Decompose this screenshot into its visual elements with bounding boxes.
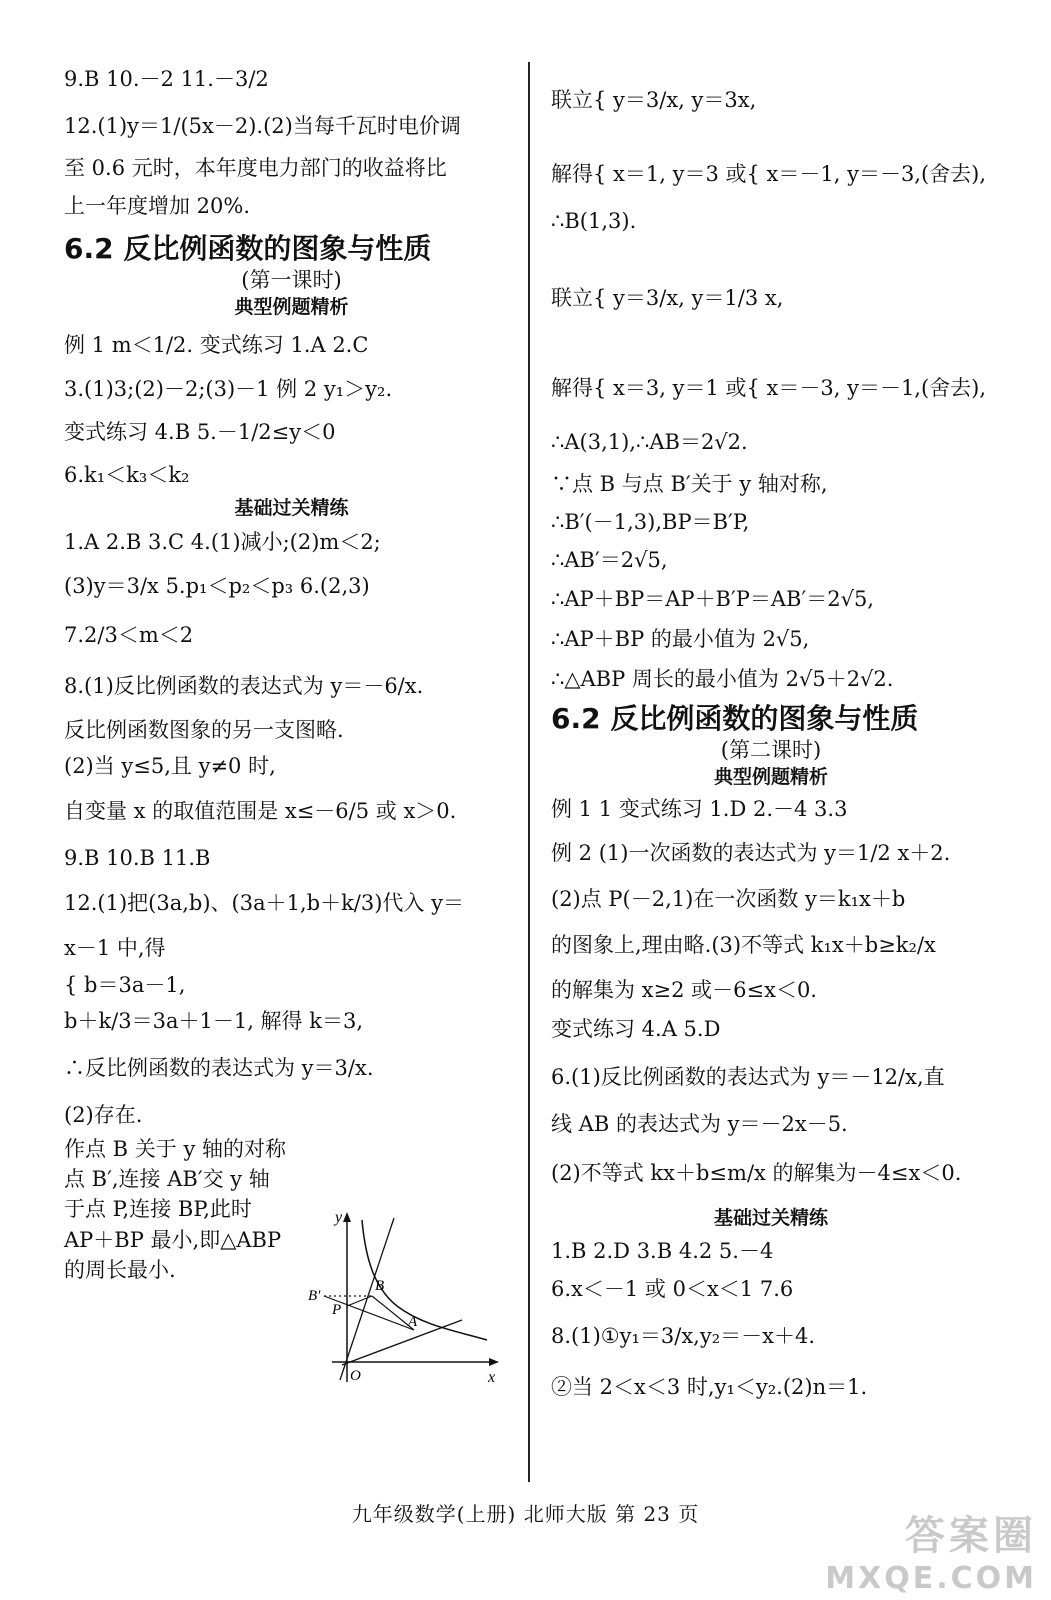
text-line: ∴反比例函数的表达式为 y＝3/x. — [64, 1055, 374, 1080]
text-line: 9.B 10.B 11.B — [64, 845, 211, 870]
segment-p-b — [347, 1296, 372, 1306]
point-a-label: A — [408, 1314, 418, 1330]
point-b-prime-label: B′ — [308, 1288, 321, 1304]
watermark-url: MXQE.COM — [825, 1561, 1037, 1596]
text-line: ∴B(1,3). — [551, 209, 637, 233]
text-line: (2)当 y≤5,且 y≠0 时, — [64, 753, 276, 778]
origin-label: O — [350, 1368, 361, 1384]
watermark-logo — [825, 1504, 1037, 1596]
heading-practice: 基础过关精练 — [234, 496, 349, 519]
text-line: (2)点 P(－2,1)在一次函数 y＝k₁x＋b — [551, 886, 906, 911]
text-line: { b＝3a－1, — [64, 972, 186, 997]
explanation-paragraph: 作点 B 关于 y 轴的对称点 B′,连接 AB′交 y 轴于点 P,连接 BP,此时 AP＋BP 最小,即△ABP 的周长最小. — [64, 1136, 286, 1283]
left-top-answers — [64, 55, 519, 225]
text-line: ∴AP＋BP＝AP＋B′P＝AB′＝2√5, — [551, 587, 874, 611]
right-examples — [551, 791, 991, 1203]
left-practice — [64, 522, 519, 1134]
section-title: 6.2 反比例函数的图象与性质 — [64, 232, 432, 265]
text-line: 线 AB 的表达式为 y＝－2x－5. — [551, 1111, 848, 1136]
heading-examples: 典型例题精析 — [234, 296, 349, 319]
text-line: ∴△ABP 周长的最小值为 2√5＋2√2. — [551, 667, 894, 691]
text-line: 例 1 m＜1/2. 变式练习 1.A 2.C — [64, 332, 369, 357]
text-line: x－1 中,得 — [64, 935, 166, 960]
text-line: 反比例函数图象的另一支图略. — [64, 717, 344, 742]
y-axis-arrow — [343, 1212, 351, 1222]
text-line: 解得{ x＝1, y＝3 或{ x＝－1, y＝－3,(舍去), — [551, 162, 987, 186]
text-line: ②当 2＜x＜3 时,y₁＜y₂.(2)n＝1. — [551, 1374, 868, 1399]
text-line: 1.A 2.B 3.C 4.(1)减小;(2)m＜2; — [64, 529, 381, 554]
watermark-title: 答案圈 — [905, 1513, 1037, 1559]
text-line: 9.B 10.－2 11.－3/2 — [64, 67, 269, 91]
text-line: 7.2/3＜m＜2 — [64, 622, 194, 647]
text-line: 1.B 2.D 3.B 4.2 5.－4 — [551, 1238, 774, 1263]
text-line: 解得{ x＝3, y＝1 或{ x＝－3, y＝－1,(舍去), — [551, 376, 987, 400]
text-line: ∵点 B 与点 B′关于 y 轴对称, — [551, 472, 828, 496]
text-line: 的图象上,理由略.(3)不等式 k₁x＋b≥k₂/x — [551, 932, 936, 957]
right-top-work — [551, 55, 991, 699]
text-line: 12.(1)y＝1/(5x－2).(2)当每千瓦时电价调 — [64, 114, 461, 138]
function-graph — [302, 1210, 502, 1385]
text-line: 联立{ y＝3/x, y＝3x, — [551, 88, 757, 112]
y-axis-label: y — [335, 1210, 343, 1226]
left-examples — [64, 321, 519, 495]
text-line: 6.(1)反比例函数的表达式为 y＝－12/x,直 — [551, 1064, 945, 1089]
text-line: 6.x＜－1 或 0＜x＜1 7.6 — [551, 1276, 794, 1301]
heading-practice: 基础过关精练 — [713, 1206, 828, 1229]
text-line: 变式练习 4.A 5.D — [551, 1016, 721, 1041]
text-line: 的解集为 x≥2 或－6≤x＜0. — [551, 977, 817, 1002]
section-title: 6.2 反比例函数的图象与性质 — [551, 702, 919, 735]
point-b-label: B — [375, 1278, 385, 1294]
point-p-label: P — [332, 1302, 342, 1318]
text-line: ∴AB′＝2√5, — [551, 548, 668, 572]
text-line: 8.(1)反比例函数的表达式为 y＝－6/x. — [64, 673, 424, 698]
line-y-third-x — [342, 1320, 462, 1365]
text-line: 上一年度增加 20%. — [64, 194, 251, 218]
heading-examples: 典型例题精析 — [713, 766, 828, 789]
section-subtitle: (第二课时) — [720, 738, 822, 762]
right-column — [551, 55, 991, 1410]
text-line: 例 2 (1)一次函数的表达式为 y＝1/2 x＋2. — [551, 840, 951, 865]
x-axis-label: x — [488, 1369, 496, 1385]
text-line: (2)不等式 kx＋b≤m/x 的解集为－4≤x＜0. — [551, 1160, 962, 1185]
right-practice — [551, 1232, 991, 1410]
text-line: ∴A(3,1),∴AB＝2√2. — [551, 430, 748, 454]
left-column — [64, 55, 519, 1286]
text-line: ∴AP＋BP 的最小值为 2√5, — [551, 627, 810, 651]
page-footer: 九年级数学(上册) 北师大版 第 23 页 — [351, 1502, 700, 1526]
x-axis-arrow — [489, 1358, 499, 1366]
text-line: 联立{ y＝3/x, y＝1/3 x, — [551, 286, 784, 310]
text-line: 例 1 1 变式练习 1.D 2.－4 3.3 — [551, 796, 848, 821]
text-line: 6.k₁＜k₃＜k₂ — [64, 462, 190, 487]
text-line: (3)y＝3/x 5.p₁＜p₂＜p₃ 6.(2,3) — [64, 573, 370, 598]
text-line: 变式练习 4.B 5.－1/2≤y＜0 — [64, 419, 336, 444]
section-subtitle: (第一课时) — [241, 268, 342, 292]
text-line: 12.(1)把(3a,b)、(3a＋1,b＋k/3)代入 y＝ — [64, 890, 464, 915]
text-line: 8.(1)①y₁＝3/x,y₂＝－x＋4. — [551, 1323, 816, 1348]
text-line: ∴B′(－1,3),BP＝B′P, — [551, 510, 750, 534]
text-line: 至 0.6 元时，本年度电力部门的收益将比 — [64, 156, 447, 180]
text-line: b＋k/3＝3a＋1－1, 解得 k＝3, — [64, 1008, 363, 1033]
text-line: 3.(1)3;(2)－2;(3)－1 例 2 y₁＞y₂. — [64, 376, 393, 401]
text-line: (2)存在. — [64, 1102, 143, 1127]
column-divider — [528, 62, 530, 1482]
text-line: 自变量 x 的取值范围是 x≤－6/5 或 x＞0. — [64, 798, 457, 823]
